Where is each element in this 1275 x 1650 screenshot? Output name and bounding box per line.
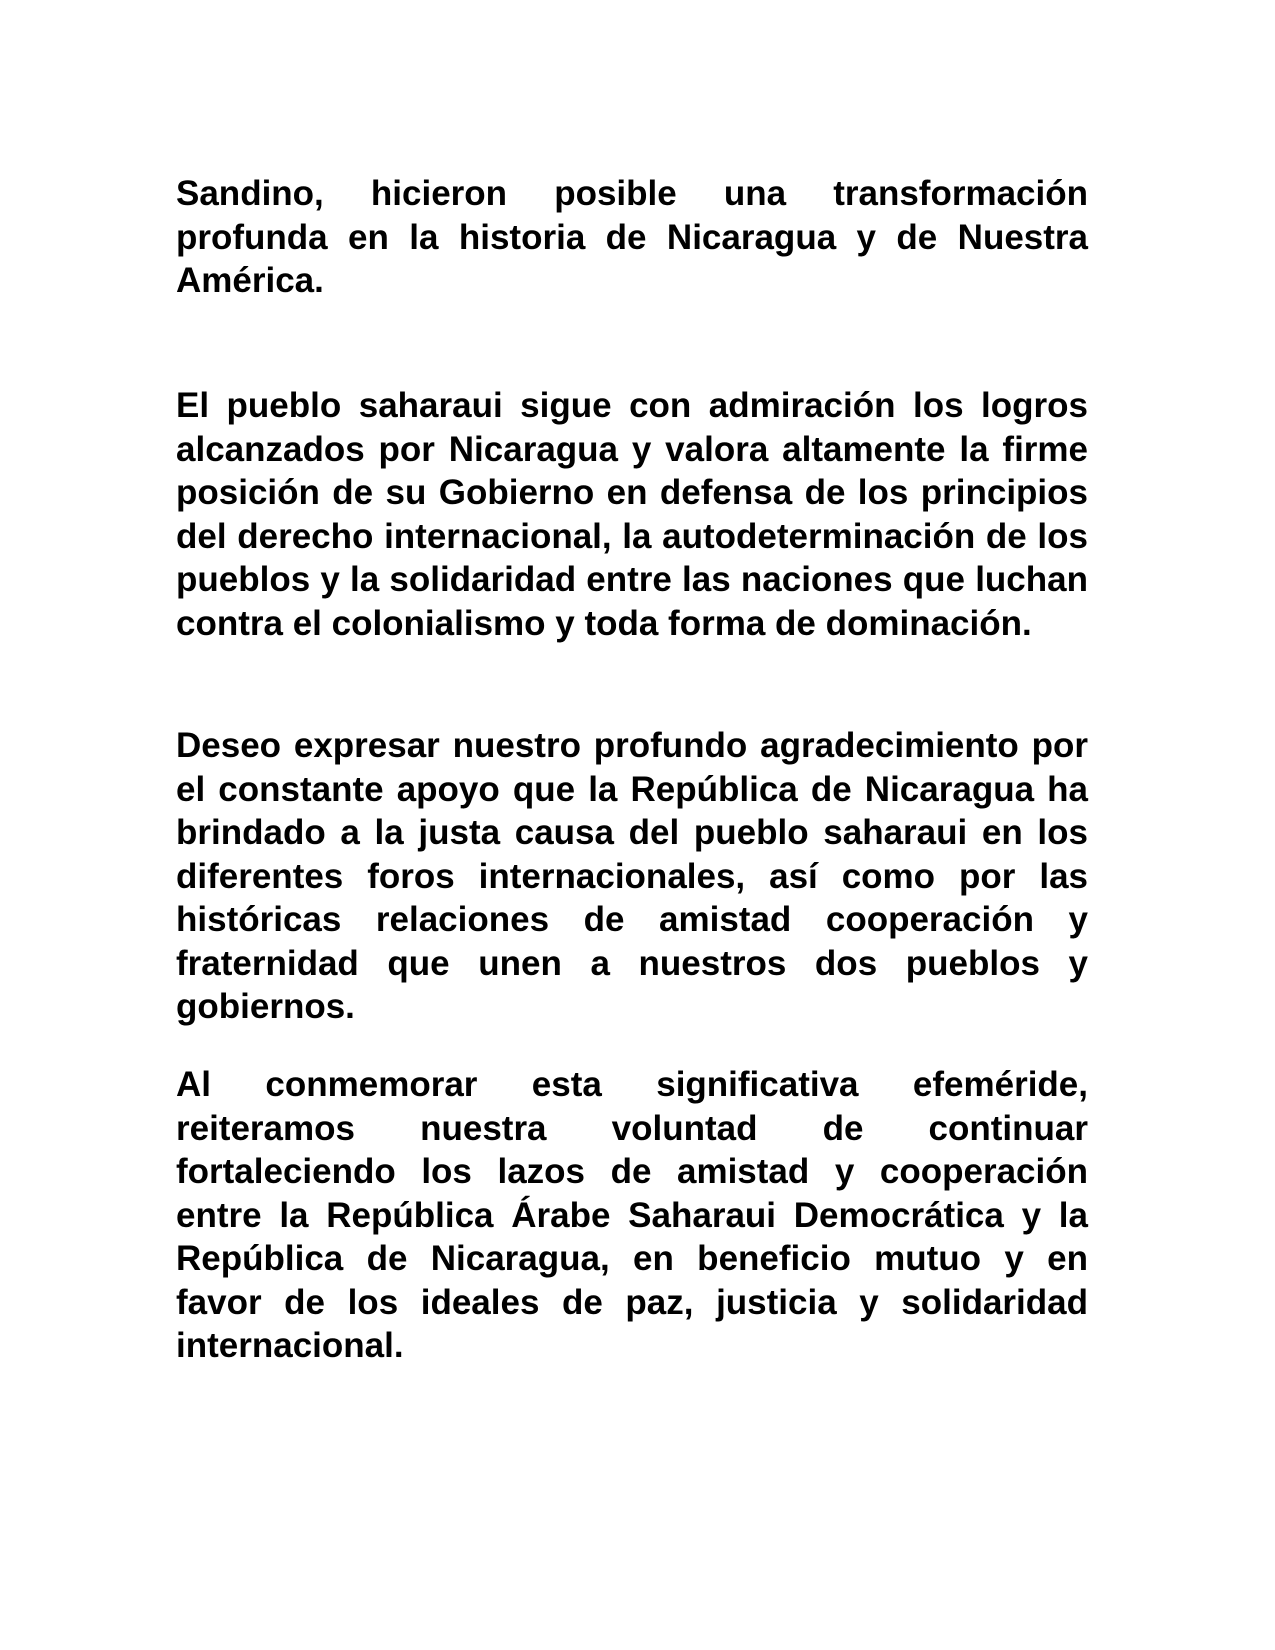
paragraph-sandino: Sandino, hicieron posible una transformación profunda en la historia de Nicaragua y de Nuestra América. bbox=[176, 174, 1088, 300]
paragraph-agradecimiento: Deseo expresar nuestro profundo agradecimiento por el constante apoyo que la República de Nicaragua ha brindado a la justa causa del pueblo saharaui en los diferentes foros internacionales, así como por las históricas relaciones de amistad cooperación y fraternidad que unen a nuestros dos pueblos y gobiernos. bbox=[176, 726, 1088, 1026]
paragraph-admiracion: El pueblo saharaui sigue con admiración los logros alcanzados por Nicaragua y valora altamente la firme posición de su Gobierno en defensa de los principios del derecho internacional, la autodeterminación de los pueblos y la solidaridad entre las naciones que luchan contra el colonialismo y toda forma de dominación. bbox=[176, 386, 1088, 643]
paragraph-conmemoracion: Al conmemorar esta significativa efeméride, reiteramos nuestra voluntad de continuar fortaleciendo los lazos de amistad y cooperación entre la República Árabe Saharaui Democrática y la República de Nicaragua, en beneficio mutuo y en favor de los ideales de paz, justicia y solidaridad internacional. bbox=[176, 1065, 1088, 1365]
